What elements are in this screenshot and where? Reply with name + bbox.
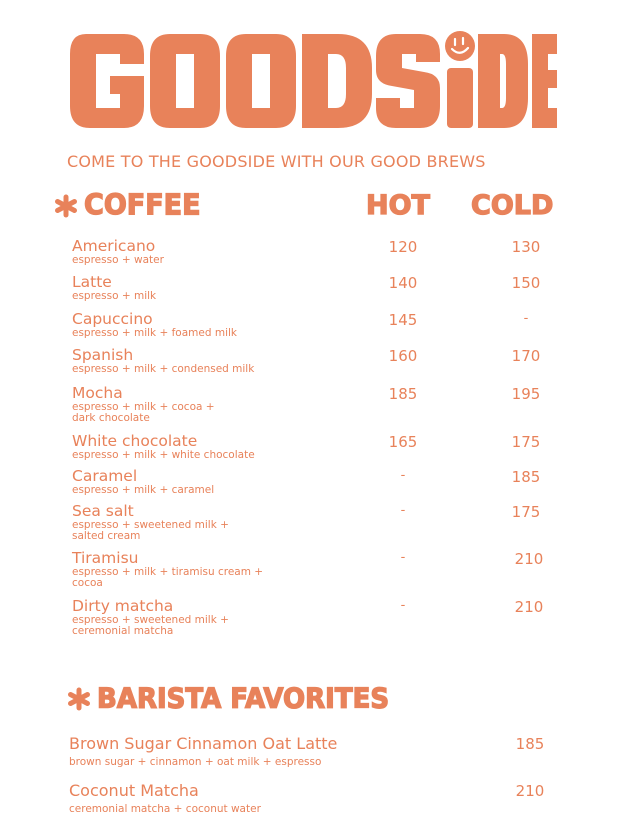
- item-name: Tiramisu: [72, 549, 139, 567]
- hot-price: -: [400, 503, 406, 518]
- item-description: espresso + water: [72, 254, 164, 266]
- hot-price: 120: [388, 238, 418, 256]
- hot-column-header: HOT: [366, 190, 430, 221]
- item-description: espresso + milk + white chocolate: [72, 449, 255, 461]
- hot-price: 140: [388, 274, 418, 292]
- cold-price: 210: [514, 550, 544, 568]
- item-description: espresso + sweetened milk + ceremonial matcha: [72, 614, 229, 637]
- item-name: White chocolate: [72, 432, 198, 450]
- hot-price: -: [400, 468, 406, 483]
- favorites-section-header: [67, 684, 389, 714]
- item-description: ceremonial matcha + coconut water: [69, 803, 261, 815]
- item-name: Sea salt: [72, 502, 134, 520]
- menu-item: [72, 311, 552, 339]
- menu-item: [72, 468, 552, 496]
- cold-price: 150: [511, 274, 541, 292]
- item-price: 210: [515, 782, 545, 800]
- favorite-item: [69, 782, 569, 815]
- cold-price: 210: [514, 598, 544, 616]
- item-name: Dirty matcha: [72, 597, 174, 615]
- item-description: espresso + milk + tiramisu cream + cocoa: [72, 566, 264, 589]
- cold-price: 195: [511, 385, 541, 403]
- favorite-item: [69, 735, 569, 768]
- cold-price: 170: [511, 347, 541, 365]
- item-price: 185: [515, 735, 545, 753]
- item-name: Brown Sugar Cinnamon Oat Latte: [69, 734, 338, 753]
- hot-price: -: [400, 550, 406, 565]
- coffee-section-header: [54, 190, 201, 221]
- coffee-title: COFFEE: [84, 189, 201, 222]
- menu-item: [72, 550, 552, 589]
- hot-price: -: [400, 598, 406, 613]
- item-name: Capuccino: [72, 310, 153, 328]
- menu-item: [72, 347, 552, 375]
- cold-price: 175: [511, 433, 541, 451]
- menu-item: [72, 238, 552, 266]
- menu-item: [72, 503, 552, 542]
- cold-column-header: COLD: [471, 190, 554, 221]
- item-name: Coconut Matcha: [69, 781, 199, 800]
- menu-item: [72, 385, 552, 424]
- cold-price: 130: [511, 238, 541, 256]
- item-name: Mocha: [72, 384, 123, 402]
- item-description: espresso + milk + foamed milk: [72, 327, 237, 339]
- menu-item: [72, 433, 552, 461]
- item-description: espresso + sweetened milk + salted cream: [72, 519, 229, 542]
- goodside-logo: [66, 24, 557, 136]
- item-name: Caramel: [72, 467, 138, 485]
- item-name: Latte: [72, 273, 112, 291]
- menu-item: [72, 598, 552, 637]
- cold-price: 175: [511, 503, 541, 521]
- item-description: brown sugar + cinnamon + oat milk + espresso: [69, 756, 322, 768]
- hot-price: 165: [388, 433, 418, 451]
- menu-item: [72, 274, 552, 302]
- asterisk-icon: [67, 687, 91, 711]
- favorites-title: BARISTA FAVORITES: [97, 683, 390, 715]
- item-description: espresso + milk + condensed milk: [72, 363, 255, 375]
- item-description: espresso + milk + cocoa + dark chocolate: [72, 401, 215, 424]
- item-name: Spanish: [72, 346, 134, 364]
- hot-price: 185: [388, 385, 418, 403]
- item-description: espresso + milk: [72, 290, 157, 302]
- hot-price: 160: [388, 347, 418, 365]
- asterisk-icon: [54, 194, 78, 218]
- hot-price: 145: [388, 311, 418, 329]
- tagline: COME TO THE GOODSIDE WITH OUR GOOD BREWS: [67, 152, 486, 171]
- item-name: Americano: [72, 237, 156, 255]
- cold-price: 185: [511, 468, 541, 486]
- cold-price: -: [523, 311, 529, 326]
- item-description: espresso + milk + caramel: [72, 484, 215, 496]
